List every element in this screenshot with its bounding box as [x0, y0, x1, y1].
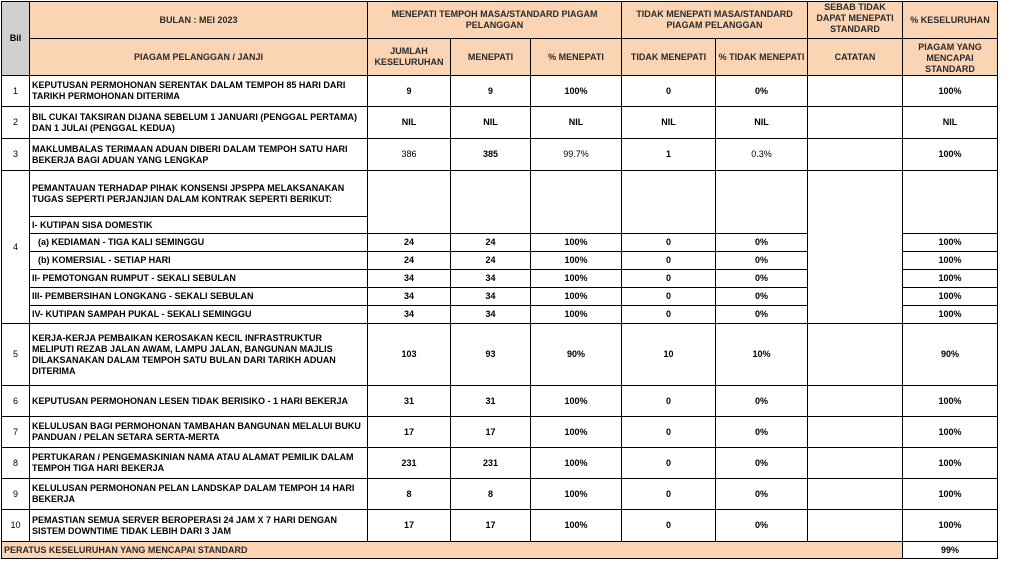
table-row: [2, 479, 998, 510]
row-pct-not-met: 0%: [716, 479, 808, 510]
pct-met-column-header: % MENEPATI: [531, 39, 622, 76]
row-bil: 9: [2, 479, 30, 510]
table-row: [2, 386, 998, 417]
row-not-met: 0: [622, 270, 716, 288]
row-total: 17: [368, 510, 451, 542]
row-overall: 100%: [903, 386, 998, 417]
row-pct-met: 100%: [531, 76, 622, 107]
row-pct-not-met: 0%: [716, 252, 808, 270]
row-bil: 4: [2, 171, 30, 324]
charter-column-header: PIAGAM PELANGGAN / JANJI: [30, 39, 368, 76]
row-total: 386: [368, 139, 451, 171]
row-met: 231: [451, 448, 531, 479]
row-not-met: 0: [622, 510, 716, 542]
table-row: [2, 417, 998, 448]
row-overall: 100%: [903, 270, 998, 288]
row-note: [808, 107, 903, 139]
row-pct-met: 100%: [531, 386, 622, 417]
row-overall: 100%: [903, 139, 998, 171]
row-note: [808, 324, 903, 386]
row-not-met: 0: [622, 448, 716, 479]
row-not-met: 10: [622, 324, 716, 386]
row-pct-met: 100%: [531, 417, 622, 448]
row-overall: 100%: [903, 234, 998, 252]
row-met: 17: [451, 510, 531, 542]
met-group-header: MENEPATI TEMPOH MASA/STANDARD PIAGAM PELANGGAN: [368, 2, 622, 39]
month-header: BULAN : MEI 2023: [30, 2, 368, 39]
row-overall: 90%: [903, 324, 998, 386]
row-total: 9: [368, 76, 451, 107]
row-not-met: 0: [622, 386, 716, 417]
row-total: 34: [368, 288, 451, 306]
row-overall: 100%: [903, 306, 998, 324]
row-pct-met: 100%: [531, 234, 622, 252]
row-pct-not-met: 10%: [716, 324, 808, 386]
row-description: II- PEMOTONGAN RUMPUT - SEKALI SEBULAN: [30, 270, 368, 288]
row-met: 31: [451, 386, 531, 417]
row-description: KEPUTUSAN PERMOHONAN SERENTAK DALAM TEMPOH 85 HARI DARI TARIKH PERMOHONAN DITERIMA: [30, 76, 368, 107]
row-total: 34: [368, 306, 451, 324]
row-bil: 8: [2, 448, 30, 479]
row-description: MAKLUMBALAS TERIMAAN ADUAN DIBERI DALAM TEMPOH SATU HARI BEKERJA BAGI ADUAN YANG LENGKAP: [30, 139, 368, 171]
empty-cell: [531, 171, 622, 234]
row-overall: 100%: [903, 510, 998, 542]
row-note: [808, 386, 903, 417]
row-pct-met: 100%: [531, 479, 622, 510]
row-overall: 100%: [903, 288, 998, 306]
row-total: 8: [368, 479, 451, 510]
row-pct-met: NIL: [531, 107, 622, 139]
empty-cell: [622, 171, 716, 234]
row-met: 34: [451, 306, 531, 324]
row-met: 385: [451, 139, 531, 171]
table-row: [2, 139, 998, 171]
row-total: 31: [368, 386, 451, 417]
table-row: [2, 510, 998, 542]
row-pct-not-met: 0%: [716, 288, 808, 306]
row-pct-not-met: 0%: [716, 386, 808, 417]
row-note: [808, 448, 903, 479]
row-pct-not-met: 0%: [716, 270, 808, 288]
row-met: NIL: [451, 107, 531, 139]
row-bil: 2: [2, 107, 30, 139]
row-not-met: 0: [622, 252, 716, 270]
row-pct-met: 100%: [531, 510, 622, 542]
table-row: [2, 324, 998, 386]
row-met: 24: [451, 252, 531, 270]
row-note: [808, 76, 903, 107]
row-not-met: 0: [622, 76, 716, 107]
not-met-column-header: TIDAK MENEPATI: [622, 39, 716, 76]
notes-column-header: CATATAN: [808, 39, 903, 76]
row-bil: 1: [2, 76, 30, 107]
reason-header: SEBAB TIDAK DAPAT MENEPATI STANDARD: [808, 2, 903, 39]
row-intro: PEMANTAUAN TERHADAP PIHAK KONSENSI JPSPPA MELAKSANAKAN TUGAS SEPERTI PERJANJIAN DALAM KONTRAK SEPERTI BERIKUT:: [30, 171, 368, 217]
empty-cell: [451, 171, 531, 234]
row-pct-met: 99.7%: [531, 139, 622, 171]
row-description: (b) KOMERSIAL - SETIAP HARI: [30, 252, 368, 270]
row-overall: NIL: [903, 107, 998, 139]
footer-value: 99%: [903, 542, 998, 559]
row-pct-met: 100%: [531, 288, 622, 306]
not-met-group-header: TIDAK MENEPATI MASA/STANDARD PIAGAM PELANGGAN: [622, 2, 808, 39]
table-row: [2, 76, 998, 107]
row-pct-met: 100%: [531, 306, 622, 324]
row-met: 93: [451, 324, 531, 386]
row-met: 34: [451, 270, 531, 288]
row-description: KERJA-KERJA PEMBAIKAN KEROSAKAN KECIL INFRASTRUKTUR MELIPUTI REZAB JALAN AWAM, LAMPU JALAN, BANGUNAN MAJLIS DILAKSANAKAN DALAM TEMPOH SATU BULAN DARI TARIKH ADUAN DITERIMA: [30, 324, 368, 386]
row-overall: 100%: [903, 479, 998, 510]
row-met: 24: [451, 234, 531, 252]
row-met: 17: [451, 417, 531, 448]
row-bil: 6: [2, 386, 30, 417]
row-description: KELULUSAN BAGI PERMOHONAN TAMBAHAN BANGUNAN MELALUI BUKU PANDUAN / PELAN SETARA SERTA-MERTA: [30, 417, 368, 448]
empty-cell: [903, 171, 998, 234]
row-description: BIL CUKAI TAKSIRAN DIJANA SEBELUM 1 JANUARI (PENGGAL PERTAMA) DAN 1 JULAI (PENGGAL KEDUA): [30, 107, 368, 139]
row-overall: 100%: [903, 448, 998, 479]
row-pct-not-met: 0%: [716, 510, 808, 542]
row-pct-not-met: 0%: [716, 76, 808, 107]
row-note: [808, 171, 903, 324]
row-description: KELULUSAN PERMOHONAN PELAN LANDSKAP DALAM TEMPOH 14 HARI BEKERJA: [30, 479, 368, 510]
empty-cell: [716, 171, 808, 234]
row-pct-met: 90%: [531, 324, 622, 386]
met-column-header: MENEPATI: [451, 39, 531, 76]
row-note: [808, 417, 903, 448]
row-total: 24: [368, 234, 451, 252]
row-total: 103: [368, 324, 451, 386]
row-not-met: 0: [622, 417, 716, 448]
row-description: (a) KEDIAMAN - TIGA KALI SEMINGGU: [30, 234, 368, 252]
row-pct-met: 100%: [531, 270, 622, 288]
row-pct-not-met: 0%: [716, 448, 808, 479]
row-section-title: I- KUTIPAN SISA DOMESTIK: [30, 217, 368, 234]
row-note: [808, 139, 903, 171]
footer-row: [2, 542, 998, 559]
row-met: 9: [451, 76, 531, 107]
row-description: IV- KUTIPAN SAMPAH PUKAL - SEKALI SEMINGGU: [30, 306, 368, 324]
row-overall: 100%: [903, 252, 998, 270]
row-overall: 100%: [903, 417, 998, 448]
row-pct-met: 100%: [531, 252, 622, 270]
total-column-header: JUMLAH KESELURUHAN: [368, 39, 451, 76]
row-bil: 10: [2, 510, 30, 542]
row-total: 24: [368, 252, 451, 270]
row-total: 17: [368, 417, 451, 448]
footer-label: PERATUS KESELURUHAN YANG MENCAPAI STANDARD: [2, 542, 903, 559]
row-not-met: 0: [622, 479, 716, 510]
row-pct-not-met: 0%: [716, 417, 808, 448]
table-row: [2, 448, 998, 479]
empty-cell: [368, 171, 451, 234]
row-overall: 100%: [903, 76, 998, 107]
row-note: [808, 479, 903, 510]
row-not-met: 0: [622, 306, 716, 324]
row-pct-not-met: 0%: [716, 306, 808, 324]
row-met: 8: [451, 479, 531, 510]
table-row: [2, 171, 998, 217]
row-note: [808, 510, 903, 542]
row-pct-not-met: NIL: [716, 107, 808, 139]
pct-overall-top-header: % KESELURUHAN: [903, 2, 998, 39]
charter-table: [1, 1, 998, 559]
row-pct-not-met: 0.3%: [716, 139, 808, 171]
row-pct-met: 100%: [531, 448, 622, 479]
row-description: PERTUKARAN / PENGEMASKINIAN NAMA ATAU ALAMAT PEMILIK DALAM TEMPOH TIGA HARI BEKERJA: [30, 448, 368, 479]
row-description: PEMASTIAN SEMUA SERVER BEROPERASI 24 JAM X 7 HARI DENGAN SISTEM DOWNTIME TIDAK LEBIH DARI 3 JAM: [30, 510, 368, 542]
row-total: 231: [368, 448, 451, 479]
row-total: 34: [368, 270, 451, 288]
row-not-met: 0: [622, 288, 716, 306]
row-not-met: NIL: [622, 107, 716, 139]
bil-header: Bil: [2, 2, 30, 76]
row-bil: 5: [2, 324, 30, 386]
row-bil: 3: [2, 139, 30, 171]
pct-overall-column-header: PIAGAM YANG MENCAPAI STANDARD: [903, 39, 998, 76]
pct-not-met-column-header: % TIDAK MENEPATI: [716, 39, 808, 76]
row-description: III- PEMBERSIHAN LONGKANG - SEKALI SEBULAN: [30, 288, 368, 306]
table-row: [2, 107, 998, 139]
row-total: NIL: [368, 107, 451, 139]
row-not-met: 1: [622, 139, 716, 171]
row-description: KEPUTUSAN PERMOHONAN LESEN TIDAK BERISIKO - 1 HARI BEKERJA: [30, 386, 368, 417]
row-not-met: 0: [622, 234, 716, 252]
row-met: 34: [451, 288, 531, 306]
row-bil: 7: [2, 417, 30, 448]
row-pct-not-met: 0%: [716, 234, 808, 252]
